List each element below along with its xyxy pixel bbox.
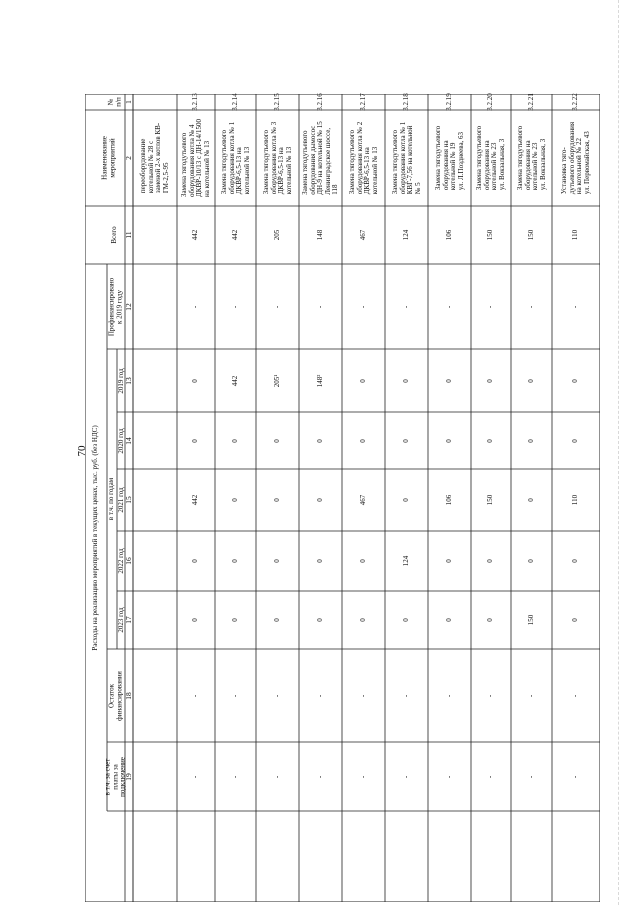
cell-balance: - xyxy=(401,694,410,697)
cell-conn: - xyxy=(444,775,453,778)
header-total: Всего xyxy=(110,226,119,244)
cell-y2019: 0 xyxy=(401,378,410,383)
cell-y2022: 0 xyxy=(444,559,453,563)
cell-conn: - xyxy=(315,775,324,778)
cell-conn: - xyxy=(191,775,200,778)
cell-pre: - xyxy=(191,305,200,308)
cell-total: 110 xyxy=(571,229,580,241)
cell-y2023: 0 xyxy=(191,618,200,622)
header-year-2023: 2023 год xyxy=(117,607,126,633)
header-balance: Остаток финансирования xyxy=(107,670,123,721)
cell-balance: - xyxy=(272,694,281,697)
cell-name: Замена тягодутьевого оборудования на котельной № 23 ул. Вокзальная, 3 xyxy=(515,125,547,191)
header-prefinanced: Профинансировано к 2019 году xyxy=(107,277,123,336)
cell-y2020: 0 xyxy=(315,438,324,443)
cell-no: 3.2.20 xyxy=(486,93,495,111)
cell-y2019: 205¹ xyxy=(272,374,281,387)
cell-name: Замена тягодутьевого оборудования котла № 4 ДКВР-10/13 с ДН-14/1500 на котельной № 13 xyxy=(179,119,211,197)
cell-balance: - xyxy=(315,694,324,697)
cell-name: Замена тягодутьевого оборудования на котельной № 19 ул. Л.Позднеева, 63 xyxy=(433,125,465,191)
header-name: Наименование мероприятий xyxy=(100,136,116,180)
cell-y2020: 0 xyxy=(191,438,200,443)
cell-balance: - xyxy=(444,694,453,697)
cell-total: 148 xyxy=(315,229,324,241)
header-year-2022: 2022 год xyxy=(117,548,126,574)
cell-y2019: 0 xyxy=(571,378,580,383)
cell-no: 3.2.21 xyxy=(526,93,535,111)
scan-margin xyxy=(618,0,640,905)
cell-no: 3.2.16 xyxy=(315,93,324,111)
cell-y2019: 0 xyxy=(526,378,535,383)
cell-pre: - xyxy=(444,305,453,308)
cell-y2020: 0 xyxy=(230,438,239,443)
cell-y2022: 0 xyxy=(358,559,367,563)
cell-no: 3.2.17 xyxy=(358,93,367,111)
cell-name: переоборудование котельной № 28 с заменой 2-х котлов КВ- ГМ-2,5-95 xyxy=(138,122,170,194)
cell-y2019: 0 xyxy=(358,378,367,383)
cell-y2021: 0 xyxy=(230,498,239,502)
cell-y2020: 0 xyxy=(526,438,535,443)
cell-y2021: 0 xyxy=(526,498,535,502)
cell-y2022: 124 xyxy=(401,555,410,567)
cell-y2023: 0 xyxy=(272,618,281,622)
cell-conn: - xyxy=(571,775,580,778)
cell-total: 106 xyxy=(444,229,453,241)
cell-y2023: 0 xyxy=(358,618,367,622)
cell-no: 3.2.15 xyxy=(272,93,281,111)
cell-total: 124 xyxy=(401,229,410,241)
cell-pre: - xyxy=(315,305,324,308)
cell-pre: - xyxy=(230,305,239,308)
cell-y2021: 467 xyxy=(358,494,367,506)
header-no: № п/п xyxy=(106,97,122,107)
cell-y2022: 0 xyxy=(230,559,239,563)
cell-y2019: 0 xyxy=(444,378,453,383)
column-number: 12 xyxy=(124,302,134,311)
header-year-2019: 2019 год xyxy=(117,367,126,394)
cell-name: Замена тягодутьевого оборудования на котельной № 23 ул. Вокзальная, 3 xyxy=(474,125,506,191)
header-costs-group: Расходы на реализацию мероприятий в текущих ценах, тыс. руб. (без НДС) xyxy=(91,424,100,651)
cell-y2023: 0 xyxy=(401,618,410,622)
cell-total: 442 xyxy=(230,229,239,241)
cell-y2021: 0 xyxy=(401,498,410,502)
cell-y2021: 106 xyxy=(444,494,453,506)
cell-name: Замена тягодутьевого оборудования котла № 1 ДКВР-6,5-13 на котельной № 13 xyxy=(219,121,251,195)
cell-total: 442 xyxy=(191,229,200,241)
cell-no: 3.2.13 xyxy=(191,93,200,111)
column-number: 17 xyxy=(124,616,134,624)
cell-y2020: 0 xyxy=(401,438,410,443)
cell-no: 3.2.18 xyxy=(401,93,410,111)
cell-pre: - xyxy=(486,305,495,308)
cell-name: Замена тягодутьевого оборудования котла № 3 ДКВР-6,5-13 на котельной № 13 xyxy=(261,121,293,195)
cell-balance: - xyxy=(358,694,367,697)
cell-y2022: 0 xyxy=(272,559,281,563)
cell-pre: - xyxy=(401,305,410,308)
header-year-2021: 2021 год xyxy=(117,487,126,513)
cell-y2022: 0 xyxy=(315,559,324,563)
cell-conn: - xyxy=(401,775,410,778)
cell-balance: - xyxy=(571,694,580,697)
cell-y2020: 0 xyxy=(486,438,495,443)
cell-y2023: 0 xyxy=(444,618,453,622)
cell-name: Замена тягодутьевого оборудования котла № 1 КВГ-7,56 на котельной № 5 xyxy=(390,121,422,195)
cell-y2021: 442 xyxy=(191,494,200,506)
cell-y2023: 0 xyxy=(230,618,239,622)
column-number: 2 xyxy=(124,156,134,160)
cell-y2021: 110 xyxy=(571,494,580,506)
cell-pre: - xyxy=(358,305,367,308)
cell-name: Замена тягодутьевого оборудования дымосос ДН-9 на котельной № 15 Ленинградское шоссе, 118 xyxy=(300,121,339,195)
cell-y2020: 0 xyxy=(571,438,580,443)
cell-total: 467 xyxy=(358,229,367,241)
cell-pre: - xyxy=(571,305,580,308)
cell-y2022: 0 xyxy=(191,559,200,563)
column-number: 1 xyxy=(124,100,134,104)
column-number: 13 xyxy=(124,376,134,385)
column-number: 14 xyxy=(124,436,134,445)
cell-y2023: 0 xyxy=(486,618,495,622)
cell-y2020: 0 xyxy=(358,438,367,443)
cell-y2021: 0 xyxy=(315,498,324,502)
cell-total: 205 xyxy=(272,229,281,241)
cell-y2020: 0 xyxy=(444,438,453,443)
cell-y2019: 148² xyxy=(315,374,324,387)
cell-pre: - xyxy=(526,305,535,308)
cell-y2022: 0 xyxy=(571,559,580,563)
cell-y2020: 0 xyxy=(272,438,281,443)
page-number: 70 xyxy=(76,445,88,457)
cell-total: 150 xyxy=(486,229,495,241)
cell-y2019: 0 xyxy=(486,378,495,383)
cell-y2019: 0 xyxy=(191,378,200,383)
cell-y2022: 0 xyxy=(486,559,495,563)
cell-y2023: 0 xyxy=(315,618,324,622)
cell-balance: - xyxy=(191,694,200,697)
cell-conn: - xyxy=(230,775,239,778)
rotated-table xyxy=(85,94,600,902)
cell-no: 3.2.14 xyxy=(230,93,239,111)
header-years-group: в т.ч. по годам xyxy=(107,477,116,521)
cell-y2022: 0 xyxy=(526,559,535,563)
cell-y2023: 150 xyxy=(526,614,535,626)
table-grid xyxy=(85,94,600,902)
cell-conn: - xyxy=(526,775,535,778)
cell-y2021: 150 xyxy=(486,494,495,506)
column-number: 18 xyxy=(124,691,134,700)
cell-conn: - xyxy=(272,775,281,778)
cell-y2023: 0 xyxy=(571,618,580,622)
cell-name: Замена тягодутьевого оборудования котла № 2 ДКВР-6,5-13 на котельной № 13 xyxy=(347,121,379,195)
column-number: 19 xyxy=(124,772,134,781)
cell-y2019: 442 xyxy=(230,375,239,386)
cell-name: Установка тяго- дутьевого оборудования на котельной № 22 ул. Первомайская, 43 xyxy=(559,121,591,195)
cell-conn: - xyxy=(358,775,367,778)
cell-no: 3.2.19 xyxy=(444,93,453,111)
column-number: 16 xyxy=(124,557,134,565)
cell-conn: - xyxy=(486,775,495,778)
cell-balance: - xyxy=(486,694,495,697)
header-connection: в т.ч. за счет платы за подключение xyxy=(103,756,127,797)
column-number: 15 xyxy=(124,496,134,504)
column-number: 11 xyxy=(124,231,134,239)
cell-no: 3.2.22 xyxy=(571,93,580,111)
cell-y2021: 0 xyxy=(272,498,281,502)
cell-balance: - xyxy=(526,694,535,697)
cell-total: 150 xyxy=(526,229,535,241)
cell-balance: - xyxy=(230,694,239,697)
cell-pre: - xyxy=(272,305,281,308)
header-year-2020: 2020 год xyxy=(117,427,126,454)
